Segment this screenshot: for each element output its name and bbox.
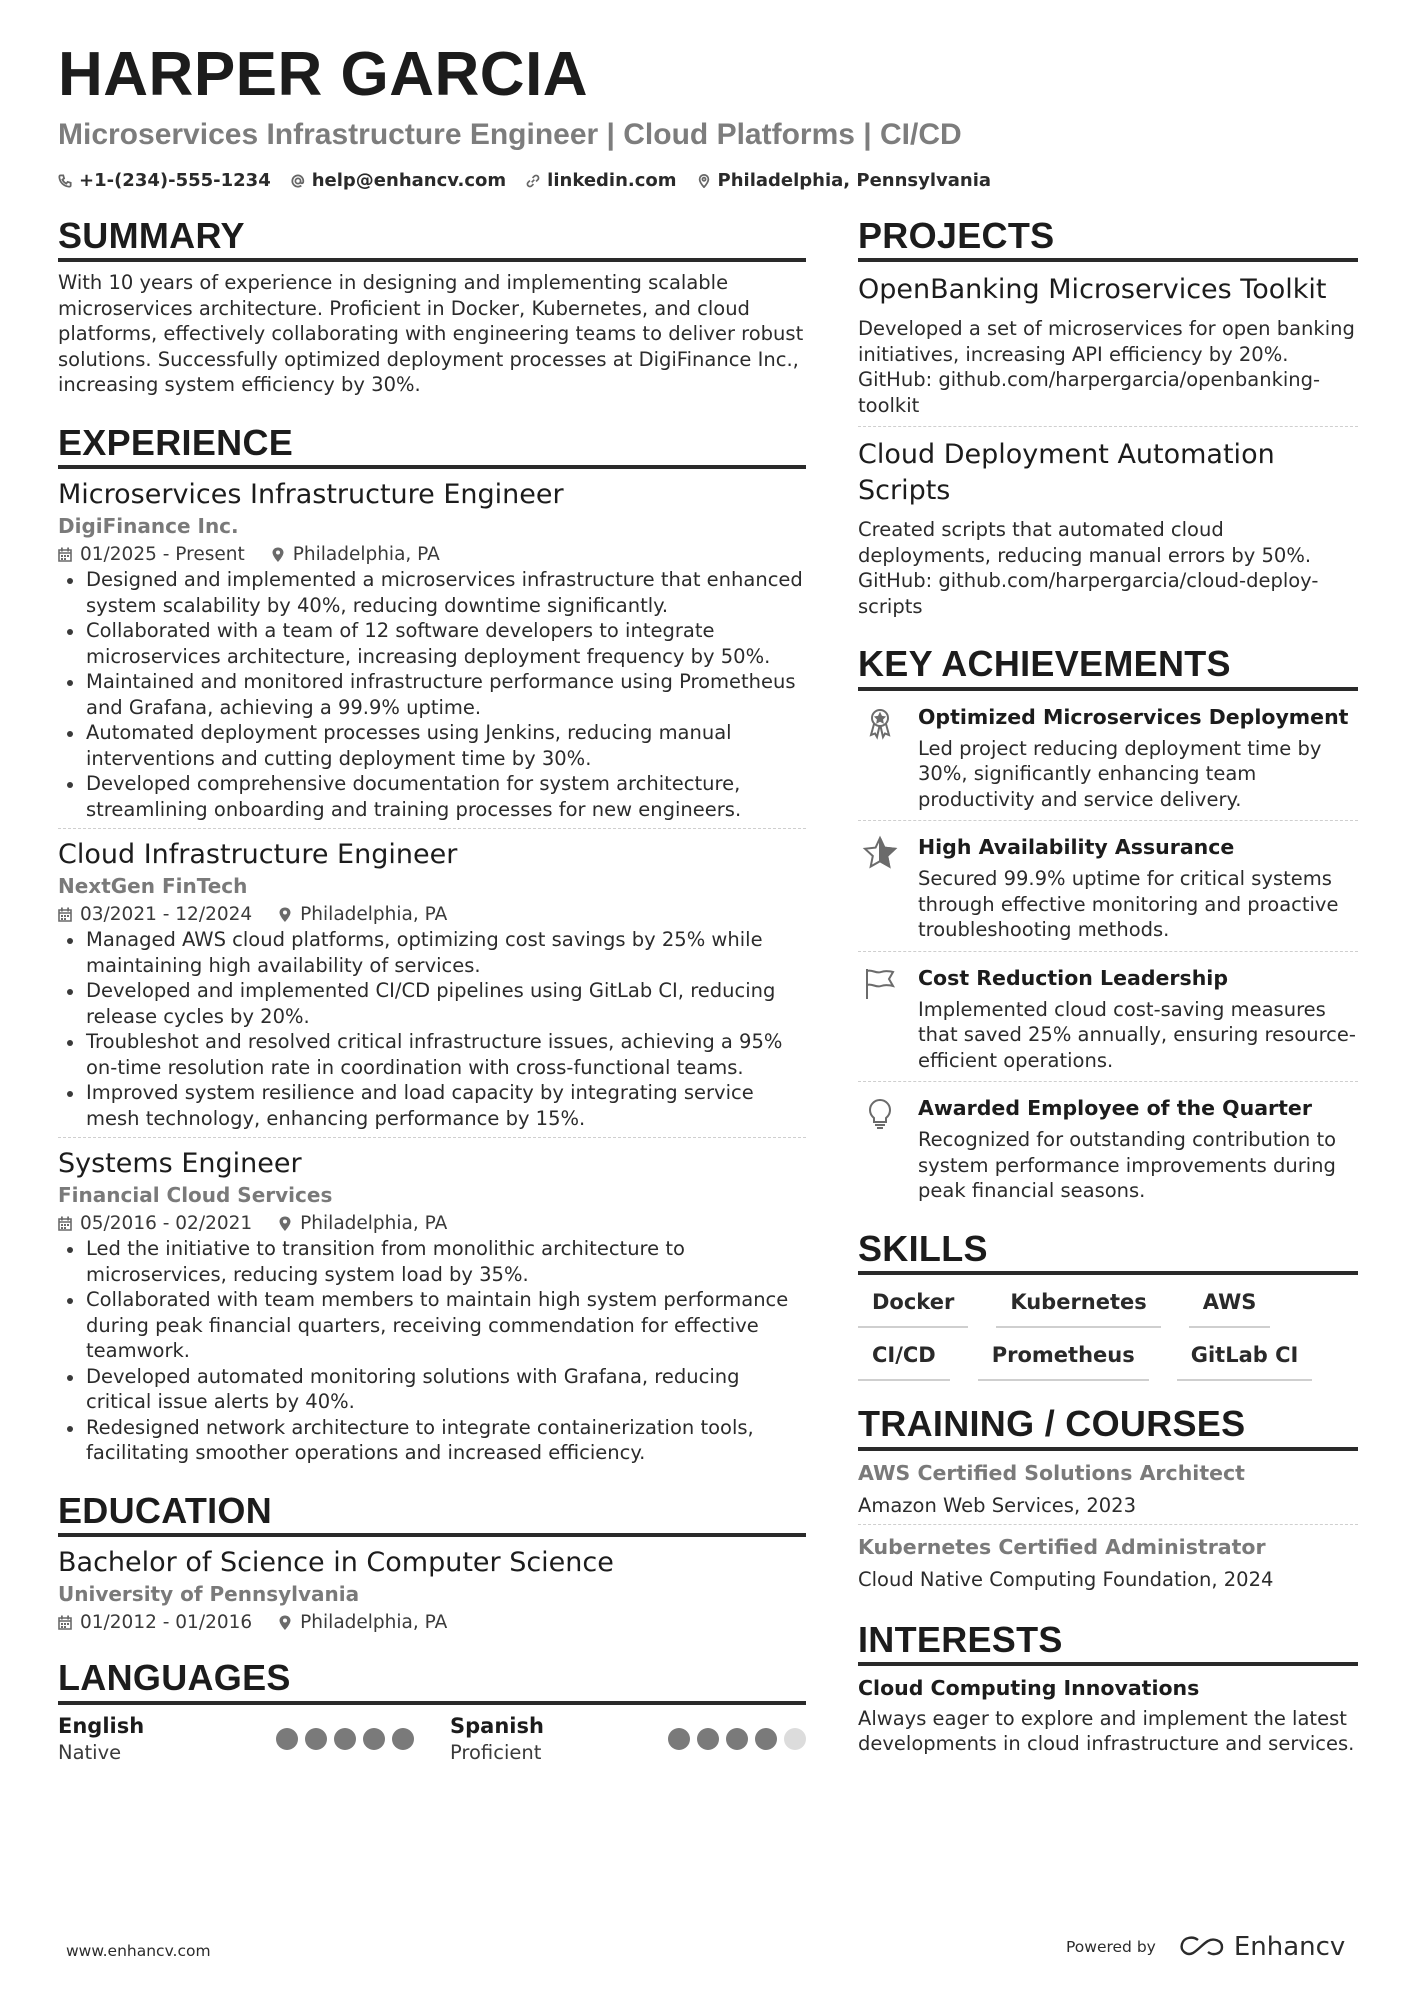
footer-website[interactable]: www.enhancv.com <box>66 1942 211 1960</box>
brand-logo[interactable] <box>1178 1932 1345 1962</box>
job-entry <box>58 829 806 1138</box>
summary-section <box>58 215 806 398</box>
skill-tag: Prometheus <box>978 1342 1149 1381</box>
job-location: Philadelphia, PA <box>300 904 448 926</box>
job-dates: 03/2021 - 12/2024 <box>80 904 253 926</box>
job-title: Microservices Infrastructure Engineer <box>58 479 564 511</box>
calendar-icon <box>58 1216 72 1231</box>
list-item: Redesigned network architecture to integrate containerization tools, facilitating smoother operations and increased efficiency. <box>58 1415 806 1466</box>
rating-dot-filled <box>668 1728 690 1750</box>
calendar-icon <box>58 1615 72 1630</box>
skill-tag: AWS <box>1189 1289 1271 1328</box>
achievements-section <box>858 643 1358 1211</box>
award-icon <box>862 705 898 741</box>
list-item: Led the initiative to transition from monolithic architecture to microservices, reducing system load by 35%. <box>58 1236 806 1287</box>
job-entry <box>58 1138 806 1472</box>
rating-dot-filled <box>392 1728 414 1750</box>
education-meta <box>58 1612 806 1633</box>
enhancv-logo-icon <box>1178 1934 1226 1960</box>
company-name: Financial Cloud Services <box>58 1183 333 1208</box>
company-name: NextGen FinTech <box>58 874 248 899</box>
job-bullets <box>58 567 806 822</box>
job-meta <box>58 544 806 565</box>
phone-text: +1-(234)-555-1234 <box>79 170 271 191</box>
achievement-text: Secured 99.9% uptime for critical systems through effective monitoring and proactive troubleshooting methods. <box>918 867 1339 942</box>
flag-icon <box>862 966 898 1002</box>
education-dates: 01/2012 - 01/2016 <box>80 1612 253 1634</box>
rating-dot-filled <box>305 1728 327 1750</box>
email-text: help@enhancv.com <box>311 170 507 191</box>
candidate-title: Microservices Infrastructure Engineer | Cloud Platforms | CI/CD <box>58 118 962 151</box>
achievement-text: Recognized for outstanding contribution to system performance improvements during peak financial seasons. <box>918 1128 1337 1203</box>
language-list <box>58 1705 806 1766</box>
project-title: OpenBanking Microservices Toolkit <box>858 274 1327 306</box>
job-dates: 05/2016 - 02/2021 <box>80 1213 253 1235</box>
project-description: Developed a set of microservices for open banking initiatives, increasing API efficiency by 20%. GitHub: github.com/harpergarcia/openbanking-toolkit <box>858 317 1355 417</box>
list-item: Developed comprehensive documentation for system architecture, streamlining onboarding and training processes for new engineers. <box>58 771 806 822</box>
right-column <box>858 215 1358 1773</box>
language-rating <box>276 1728 414 1750</box>
language-item <box>58 1713 414 1766</box>
star-icon <box>862 835 898 871</box>
list-item: Managed AWS cloud platforms, optimizing cost savings by 25% while maintaining high availability of services. <box>58 927 806 978</box>
section-heading: SUMMARY <box>58 215 806 262</box>
section-heading: EXPERIENCE <box>58 422 806 469</box>
course-entry <box>858 1451 1358 1526</box>
list-item: Collaborated with a team of 12 software developers to integrate microservices architecture, increasing deployment frequency by 50%. <box>58 618 806 669</box>
job-bullets <box>58 927 806 1131</box>
footer-branding <box>1066 1932 1345 1962</box>
section-heading: TRAINING / COURSES <box>858 1403 1358 1450</box>
section-heading: PROJECTS <box>858 215 1358 262</box>
achievement-item <box>858 821 1358 952</box>
language-item <box>450 1713 806 1766</box>
language-rating <box>668 1728 806 1750</box>
rating-dot-filled <box>334 1728 356 1750</box>
rating-dot-filled <box>697 1728 719 1750</box>
section-heading: KEY ACHIEVEMENTS <box>858 643 1358 690</box>
language-name: Spanish <box>450 1713 544 1738</box>
achievement-item <box>858 691 1358 822</box>
job-bullets <box>58 1236 806 1466</box>
achievement-title: Cost Reduction Leadership <box>918 965 1229 990</box>
section-heading: LANGUAGES <box>58 1657 806 1704</box>
course-entry <box>858 1525 1358 1599</box>
candidate-name: HARPER GARCIA <box>58 40 589 109</box>
calendar-icon <box>58 547 72 562</box>
interests-section <box>858 1619 1358 1757</box>
job-meta <box>58 904 806 925</box>
rating-dot-filled <box>363 1728 385 1750</box>
contact-phone[interactable] <box>58 170 271 191</box>
course-detail: Cloud Native Computing Foundation, 2024 <box>858 1568 1274 1592</box>
list-item: Troubleshot and resolved critical infrastructure issues, achieving a 95% on-time resolution rate in coordination with cross-functional teams. <box>58 1029 806 1080</box>
language-level: Proficient <box>450 1740 542 1764</box>
interest-text: Always eager to explore and implement the latest developments in cloud infrastructure and services. <box>858 1706 1355 1756</box>
list-item: Collaborated with team members to maintain high system performance during peak financial quarters, receiving commendation for effective teamwork. <box>58 1287 806 1364</box>
job-title: Systems Engineer <box>58 1148 302 1180</box>
rating-dot-filled <box>276 1728 298 1750</box>
location-pin-icon <box>278 1216 292 1231</box>
project-entry <box>858 427 1358 627</box>
list-item: Developed and implemented CI/CD pipelines using GitLab CI, reducing release cycles by 20%. <box>58 978 806 1029</box>
achievement-item <box>858 1082 1358 1212</box>
course-detail: Amazon Web Services, 2023 <box>858 1493 1136 1517</box>
contact-location <box>697 170 992 191</box>
job-title: Cloud Infrastructure Engineer <box>58 839 458 871</box>
interest-title: Cloud Computing Innovations <box>858 1675 1200 1700</box>
location-pin-icon <box>697 174 711 188</box>
contact-linkedin[interactable] <box>526 170 676 191</box>
course-title: Kubernetes Certified Administrator <box>858 1535 1266 1560</box>
language-level: Native <box>58 1740 122 1764</box>
calendar-icon <box>58 907 72 922</box>
education-section <box>58 1490 806 1641</box>
section-heading: INTERESTS <box>858 1619 1358 1666</box>
education-entry <box>58 1537 806 1641</box>
achievement-item <box>858 952 1358 1083</box>
link-icon <box>526 174 540 188</box>
location-pin-icon <box>271 547 285 562</box>
list-item: Improved system resilience and load capacity by integrating service mesh technology, enhancing performance by 15%. <box>58 1080 806 1131</box>
company-name: DigiFinance Inc. <box>58 514 239 539</box>
job-entry <box>58 469 806 829</box>
job-location: Philadelphia, PA <box>300 1213 448 1235</box>
list-item: Designed and implemented a microservices infrastructure that enhanced system scalability by 40%, reducing downtime significantly. <box>58 567 806 618</box>
powered-by-label: Powered by <box>1066 1938 1156 1956</box>
contact-email[interactable] <box>291 170 506 191</box>
at-icon <box>291 174 305 188</box>
rating-dot-filled <box>755 1728 777 1750</box>
skills-section <box>858 1228 1358 1381</box>
achievement-title: Awarded Employee of the Quarter <box>918 1096 1312 1121</box>
list-item: Maintained and monitored infrastructure performance using Prometheus and Grafana, achieving a 99.9% uptime. <box>58 669 806 720</box>
section-heading: SKILLS <box>858 1228 1358 1275</box>
achievement-text: Led project reducing deployment time by 30%, significantly enhancing team productivity and service delivery. <box>918 736 1322 811</box>
project-title: Cloud Deployment Automation Scripts <box>858 439 1275 507</box>
degree: Bachelor of Science in Computer Science <box>58 1547 614 1579</box>
summary-text: With 10 years of experience in designing and implementing scalable microservices architecture. Proficient in Docker, Kubernetes, and cloud platforms, effectively collaborating with engineering teams to deliver robust solutions. Successfully optimized deployment processes at DigiFinance Inc., increasing system efficiency by 30%. <box>58 271 804 397</box>
contact-bar <box>58 170 991 191</box>
experience-section <box>58 422 806 1472</box>
language-name: English <box>58 1713 145 1738</box>
projects-section <box>858 215 1358 627</box>
school-name: University of Pennsylvania <box>58 1582 360 1607</box>
job-dates: 01/2025 - Present <box>80 544 245 566</box>
project-entry <box>858 262 1358 427</box>
achievement-title: High Availability Assurance <box>918 835 1235 860</box>
location-text: Philadelphia, Pennsylvania <box>717 170 992 191</box>
job-meta <box>58 1213 806 1234</box>
location-pin-icon <box>278 1615 292 1630</box>
location-pin-icon <box>278 907 292 922</box>
left-column <box>58 215 806 1782</box>
training-section <box>858 1403 1358 1598</box>
list-item: Developed automated monitoring solutions with Grafana, reducing critical issue alerts by 40%. <box>58 1364 806 1415</box>
job-location: Philadelphia, PA <box>292 544 440 566</box>
skill-tag: Docker <box>858 1289 968 1328</box>
skill-tag: GitLab CI <box>1177 1342 1313 1381</box>
education-location: Philadelphia, PA <box>300 1612 448 1634</box>
achievement-text: Implemented cloud cost-saving measures that saved 25% annually, ensuring resource-efficient operations. <box>918 997 1356 1072</box>
rating-dot-filled <box>726 1728 748 1750</box>
brand-name: Enhancv <box>1233 1932 1346 1962</box>
project-description: Created scripts that automated cloud deployments, reducing manual errors by 50%. GitHub: github.com/harpergarcia/cloud-deploy-scripts <box>858 518 1319 618</box>
rating-dot-empty <box>784 1728 806 1750</box>
skill-tag: CI/CD <box>858 1342 950 1381</box>
list-item: Automated deployment processes using Jenkins, reducing manual interventions and cutting deployment time by 30%. <box>58 720 806 771</box>
section-heading: EDUCATION <box>58 1490 806 1537</box>
linkedin-text: linkedin.com <box>547 170 677 191</box>
achievement-title: Optimized Microservices Deployment <box>918 704 1349 729</box>
languages-section <box>58 1657 806 1765</box>
phone-icon <box>58 174 72 188</box>
course-title: AWS Certified Solutions Architect <box>858 1460 1245 1485</box>
skill-tag: Kubernetes <box>996 1289 1160 1328</box>
lightbulb-icon <box>862 1096 898 1132</box>
skills-list <box>858 1275 1358 1381</box>
